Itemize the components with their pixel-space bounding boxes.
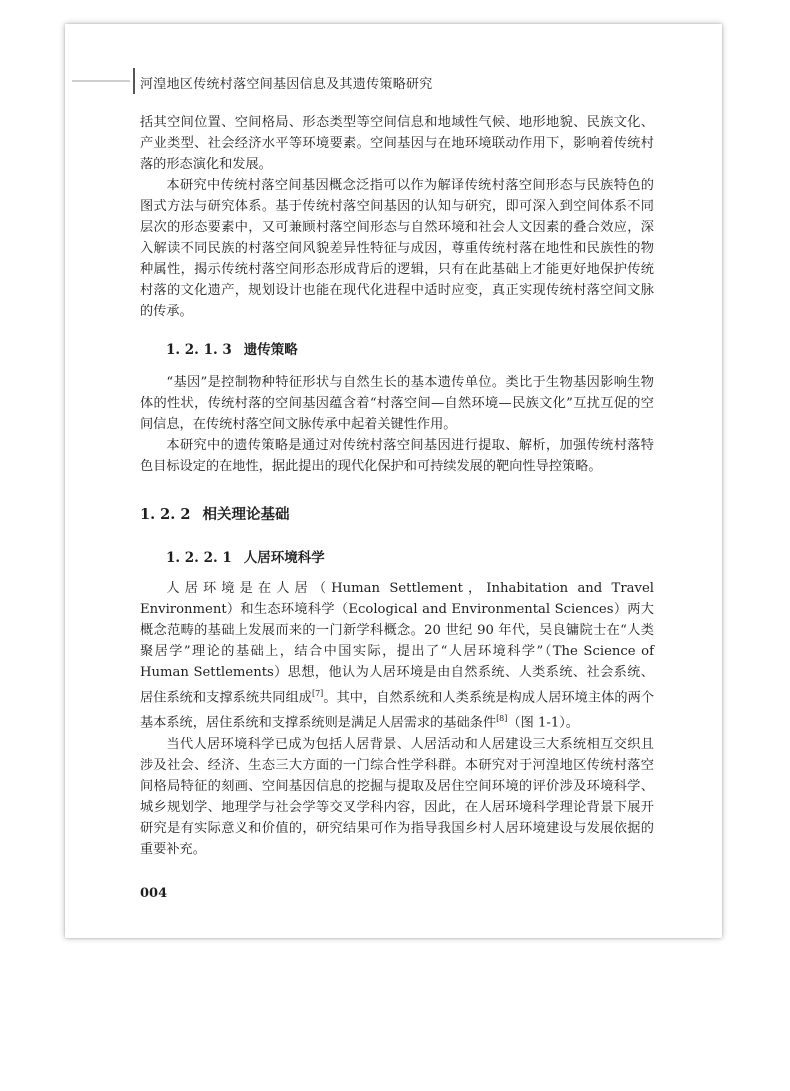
running-header-title: 河湟地区传统村落空间基因信息及其遗传策略研究 [140, 77, 433, 92]
paragraph-6: 当代人居环境科学已成为包括人居背景、人居活动和人居建设三大系统相互交织且涉及社会、经济、生态三大方面的一门综合性学科群。本研究对于河湟地区传统村落空间格局特征的刻画、空间基因信息的挖掘与提取及居住空间环境的评价涉及环境科学、城乡规划学、地理学与社会学等交叉学科内容，因此，在人居环境科学理论背景下展开研究是有实际意义和价值的，研究结果可作为指导我国乡村人居环境建设与发展依据的重要补充。 [140, 736, 654, 857]
paragraph-5 [140, 578, 654, 734]
subsection-title: 人居环境科学 [243, 550, 325, 566]
subsection-number: 1. 2. 1. 3 [166, 342, 232, 358]
subsection-heading-1221 [140, 546, 654, 566]
paragraph-5-part-b: 。其中，自然系统和人类系统是构成人居环境主体的两个基本系统，居住系统和支撑系统则是满足人居需求的基础条件 [140, 690, 655, 731]
section-number: 1. 2. 2 [140, 506, 191, 523]
subsection-title: 遗传策略 [243, 342, 298, 358]
paragraph-1: 括其空间位置、空间格局、形态类型等空间信息和地域性气候、地形地貌、民族文化、产业类型、社会经济水平等环境要素。空间基因与在地环境联动作用下，影响着传统村落的形态演化和发展。 [140, 115, 654, 172]
paragraph-5-part-c: （图 1-1）。 [507, 715, 579, 731]
paragraph-5-part-a: 人居环境是在人居（Human Settlement，Inhabitation and Travel Environment）和生态环境科学（Ecological and Environmental Sciences）两大概念范畴的基础上发展而来的一门新学科概念。20 世纪 90 年代，吴良镛院士在“人类聚居学”理论的基础上，结合中国实际，提出了“人居环境科学”（The Science of Human Settlements）思想，他认为人居环境是由自然系统、人类系统、社会系统、居住系统和支撑系统共同组成 [140, 581, 654, 706]
header-gray-line [72, 80, 130, 82]
section-heading-122 [140, 503, 654, 524]
paragraph-2: 本研究中传统村落空间基因概念泛指可以作为解译传统村落空间形态与民族特色的图式方法与研究体系。基于传统村落空间基因的认知与研究，即可深入到空间体系不同层次的形态要素中，又可兼顾村落空间形态与自然环境和社会人文因素的叠合效应，深入解读不同民族的村落空间风貌差异性特征与成因，尊重传统村落在地性和民族性的物种属性，揭示传统村落空间形态形成背后的逻辑，只有在此基础上才能更好地保护传统村落的文化遗产，规划设计也能在现代化进程中适时应变，真正实现传统村落空间文脉的传承。 [140, 178, 654, 319]
paragraph-4: 本研究中的遗传策略是通过对传统村落空间基因进行提取、解析，加强传统村落特色目标设定的在地性，据此提出的现代化保护和可持续发展的靶向性导控策略。 [140, 438, 654, 474]
citation-7: [7] [311, 689, 324, 698]
subsection-number: 1. 2. 2. 1 [166, 550, 232, 566]
page-content [140, 112, 654, 860]
page-number: 004 [140, 886, 168, 901]
header-vertical-bar [133, 68, 135, 94]
section-title: 相关理论基础 [202, 507, 290, 523]
subsection-heading-1213 [140, 338, 654, 358]
citation-8: [8] [496, 714, 508, 724]
paragraph-3: “基因”是控制物种特征形状与自然生长的基本遗传单位。类比于生物基因影响生物体的性状，传统村落的空间基因蕴含着“村落空间—自然环境—民族文化”互扰互促的空间信息，在传统村落空间文脉传承中起着关键性作用。 [140, 375, 654, 432]
